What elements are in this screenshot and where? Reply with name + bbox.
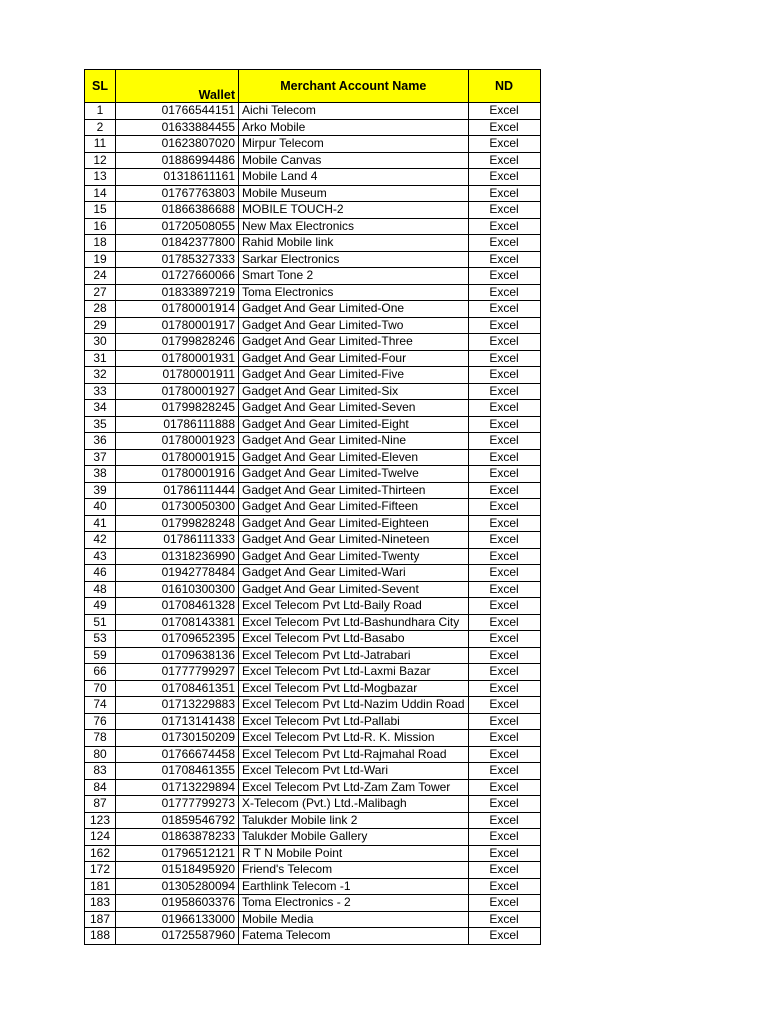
cell-wallet[interactable]: 01796512121 [116,845,239,862]
cell-nd[interactable]: Excel [468,185,540,202]
cell-wallet[interactable]: 01780001927 [116,383,239,400]
cell-nd[interactable]: Excel [468,878,540,895]
table-row [85,845,541,862]
cell-merchant-name[interactable]: Gadget And Gear Limited-Wari [239,565,469,582]
cell-nd[interactable]: Excel [468,334,540,351]
cell-merchant-name[interactable]: Talukder Mobile link 2 [239,812,469,829]
cell-nd[interactable]: Excel [468,730,540,747]
table-row [85,598,541,615]
cell-wallet[interactable]: 01633884455 [116,119,239,136]
cell-sl[interactable]: 124 [85,829,116,846]
table-row [85,565,541,582]
cell-wallet[interactable]: 01780001923 [116,433,239,450]
cell-sl[interactable]: 35 [85,416,116,433]
table-row [85,185,541,202]
cell-nd[interactable]: Excel [468,548,540,565]
cell-merchant-name[interactable]: Excel Telecom Pvt Ltd-Mogbazar [239,680,469,697]
cell-nd[interactable]: Excel [468,796,540,813]
cell-nd[interactable]: Excel [468,416,540,433]
table-row [85,680,541,697]
cell-nd[interactable]: Excel [468,911,540,928]
table-row [85,664,541,681]
cell-merchant-name[interactable]: Excel Telecom Pvt Ltd-Bashundhara City [239,614,469,631]
cell-wallet[interactable]: 01725587960 [116,928,239,945]
cell-merchant-name[interactable]: Gadget And Gear Limited-Eleven [239,449,469,466]
cell-sl[interactable]: 30 [85,334,116,351]
cell-merchant-name[interactable]: MOBILE TOUCH-2 [239,202,469,219]
cell-nd[interactable]: Excel [468,631,540,648]
cell-wallet[interactable]: 01623807020 [116,136,239,153]
table-row [85,119,541,136]
cell-merchant-name[interactable]: Gadget And Gear Limited-Three [239,334,469,351]
cell-merchant-name[interactable]: Aichi Telecom [239,103,469,120]
cell-wallet[interactable]: 01886994486 [116,152,239,169]
cell-merchant-name[interactable]: X-Telecom (Pvt.) Ltd.-Malibagh [239,796,469,813]
cell-merchant-name[interactable]: Excel Telecom Pvt Ltd-Basabo [239,631,469,648]
table-row [85,532,541,549]
cell-wallet[interactable]: 01767763803 [116,185,239,202]
cell-sl[interactable]: 49 [85,598,116,615]
cell-wallet[interactable]: 01713141438 [116,713,239,730]
table-row [85,334,541,351]
cell-sl[interactable]: 51 [85,614,116,631]
cell-merchant-name[interactable]: Arko Mobile [239,119,469,136]
table-row [85,301,541,318]
table-row [85,829,541,846]
cell-sl[interactable]: 2 [85,119,116,136]
cell-merchant-name[interactable]: R T N Mobile Point [239,845,469,862]
cell-nd[interactable]: Excel [468,829,540,846]
cell-nd[interactable]: Excel [468,433,540,450]
cell-nd[interactable]: Excel [468,367,540,384]
table-row [85,548,541,565]
cell-merchant-name[interactable]: Mobile Museum [239,185,469,202]
table-row [85,581,541,598]
cell-merchant-name[interactable]: Gadget And Gear Limited-Eighteen [239,515,469,532]
cell-wallet[interactable]: 01785327333 [116,251,239,268]
cell-nd[interactable]: Excel [468,746,540,763]
table-row [85,218,541,235]
table-row [85,433,541,450]
cell-nd[interactable]: Excel [468,103,540,120]
cell-wallet[interactable]: 01799828248 [116,515,239,532]
table-row [85,746,541,763]
cell-merchant-name[interactable]: Excel Telecom Pvt Ltd-Rajmahal Road [239,746,469,763]
cell-wallet[interactable]: 01777799273 [116,796,239,813]
cell-wallet[interactable]: 01610300300 [116,581,239,598]
table-row [85,400,541,417]
table-row [85,763,541,780]
table-row [85,928,541,945]
cell-nd[interactable]: Excel [468,202,540,219]
cell-merchant-name[interactable]: Excel Telecom Pvt Ltd-Baily Road [239,598,469,615]
cell-nd[interactable]: Excel [468,697,540,714]
cell-sl[interactable]: 32 [85,367,116,384]
cell-wallet[interactable]: 01780001911 [116,367,239,384]
cell-wallet[interactable]: 01780001916 [116,466,239,483]
cell-sl[interactable]: 59 [85,647,116,664]
cell-wallet[interactable]: 01966133000 [116,911,239,928]
cell-nd[interactable]: Excel [468,565,540,582]
cell-sl[interactable]: 27 [85,284,116,301]
cell-wallet[interactable]: 01777799297 [116,664,239,681]
cell-merchant-name[interactable]: Excel Telecom Pvt Ltd-Nazim Uddin Road [239,697,469,714]
cell-nd[interactable]: Excel [468,482,540,499]
cell-nd[interactable]: Excel [468,136,540,153]
cell-merchant-name[interactable]: Excel Telecom Pvt Ltd-Wari [239,763,469,780]
cell-sl[interactable]: 31 [85,350,116,367]
cell-sl[interactable]: 66 [85,664,116,681]
cell-sl[interactable]: 28 [85,301,116,318]
cell-sl[interactable]: 15 [85,202,116,219]
cell-wallet[interactable]: 01730150209 [116,730,239,747]
cell-nd[interactable]: Excel [468,680,540,697]
cell-nd[interactable]: Excel [468,895,540,912]
cell-merchant-name[interactable]: Rahid Mobile link [239,235,469,252]
cell-nd[interactable]: Excel [468,598,540,615]
table-row [85,515,541,532]
cell-sl[interactable]: 123 [85,812,116,829]
cell-sl[interactable]: 46 [85,565,116,582]
cell-wallet[interactable]: 01318236990 [116,548,239,565]
header-merchant-name[interactable]: Merchant Account Name [239,70,469,103]
cell-nd[interactable]: Excel [468,928,540,945]
cell-nd[interactable]: Excel [468,664,540,681]
cell-sl[interactable]: 162 [85,845,116,862]
cell-sl[interactable]: 181 [85,878,116,895]
table-row [85,614,541,631]
cell-merchant-name[interactable]: Mobile Canvas [239,152,469,169]
cell-wallet[interactable]: 01863878233 [116,829,239,846]
cell-sl[interactable]: 53 [85,631,116,648]
cell-nd[interactable]: Excel [468,515,540,532]
cell-nd[interactable]: Excel [468,383,540,400]
cell-sl[interactable]: 183 [85,895,116,912]
header-row [85,70,541,103]
cell-merchant-name[interactable]: Gadget And Gear Limited-Thirteen [239,482,469,499]
cell-sl[interactable]: 39 [85,482,116,499]
cell-wallet[interactable]: 01842377800 [116,235,239,252]
cell-nd[interactable]: Excel [468,169,540,186]
cell-nd[interactable]: Excel [468,763,540,780]
merchant-table [84,69,541,945]
cell-merchant-name[interactable]: Gadget And Gear Limited-Nine [239,433,469,450]
cell-sl[interactable]: 87 [85,796,116,813]
cell-sl[interactable]: 11 [85,136,116,153]
cell-merchant-name[interactable]: Excel Telecom Pvt Ltd-Jatrabari [239,647,469,664]
cell-merchant-name[interactable]: Excel Telecom Pvt Ltd-Laxmi Bazar [239,664,469,681]
cell-nd[interactable]: Excel [468,317,540,334]
cell-nd[interactable]: Excel [468,845,540,862]
cell-sl[interactable]: 24 [85,268,116,285]
cell-wallet[interactable]: 01833897219 [116,284,239,301]
cell-nd[interactable]: Excel [468,713,540,730]
table-row [85,796,541,813]
cell-merchant-name[interactable]: Fatema Telecom [239,928,469,945]
cell-merchant-name[interactable]: Gadget And Gear Limited-Sevent [239,581,469,598]
table-row [85,449,541,466]
cell-merchant-name[interactable]: Gadget And Gear Limited-Four [239,350,469,367]
cell-nd[interactable]: Excel [468,119,540,136]
cell-nd[interactable]: Excel [468,268,540,285]
cell-merchant-name[interactable]: Mirpur Telecom [239,136,469,153]
table-row [85,136,541,153]
cell-merchant-name[interactable]: Excel Telecom Pvt Ltd-Pallabi [239,713,469,730]
cell-nd[interactable]: Excel [468,350,540,367]
cell-merchant-name[interactable]: Friend's Telecom [239,862,469,879]
cell-nd[interactable]: Excel [468,235,540,252]
cell-merchant-name[interactable]: Mobile Land 4 [239,169,469,186]
cell-nd[interactable]: Excel [468,218,540,235]
table-row [85,697,541,714]
table-row [85,499,541,516]
cell-nd[interactable]: Excel [468,449,540,466]
cell-wallet[interactable]: 01766674458 [116,746,239,763]
table-row [85,466,541,483]
cell-sl[interactable]: 78 [85,730,116,747]
cell-wallet[interactable]: 01766544151 [116,103,239,120]
cell-sl[interactable]: 1 [85,103,116,120]
cell-wallet[interactable]: 01720508055 [116,218,239,235]
cell-wallet[interactable]: 01866386688 [116,202,239,219]
cell-wallet[interactable]: 01713229883 [116,697,239,714]
cell-wallet[interactable]: 01318611161 [116,169,239,186]
table-row [85,317,541,334]
cell-wallet[interactable]: 01708461351 [116,680,239,697]
cell-nd[interactable]: Excel [468,532,540,549]
cell-sl[interactable]: 187 [85,911,116,928]
header-sl[interactable]: SL [85,70,116,103]
cell-wallet[interactable]: 01518495920 [116,862,239,879]
table-row [85,416,541,433]
cell-merchant-name[interactable]: Gadget And Gear Limited-Seven [239,400,469,417]
cell-merchant-name[interactable]: Earthlink Telecom -1 [239,878,469,895]
cell-nd[interactable]: Excel [468,251,540,268]
table-row [85,251,541,268]
cell-merchant-name[interactable]: New Max Electronics [239,218,469,235]
cell-nd[interactable]: Excel [468,284,540,301]
cell-sl[interactable]: 18 [85,235,116,252]
cell-merchant-name[interactable]: Talukder Mobile Gallery [239,829,469,846]
header-wallet[interactable]: Wallet [116,70,239,103]
cell-wallet[interactable]: 01730050300 [116,499,239,516]
cell-sl[interactable]: 80 [85,746,116,763]
cell-merchant-name[interactable]: Gadget And Gear Limited-Nineteen [239,532,469,549]
cell-sl[interactable]: 74 [85,697,116,714]
cell-merchant-name[interactable]: Gadget And Gear Limited-Five [239,367,469,384]
cell-sl[interactable]: 83 [85,763,116,780]
cell-sl[interactable]: 43 [85,548,116,565]
cell-wallet[interactable]: 01708461355 [116,763,239,780]
cell-sl[interactable]: 188 [85,928,116,945]
table-row [85,911,541,928]
cell-merchant-name[interactable]: Gadget And Gear Limited-Twenty [239,548,469,565]
header-nd[interactable]: ND [468,70,540,103]
cell-nd[interactable]: Excel [468,466,540,483]
cell-nd[interactable]: Excel [468,647,540,664]
cell-sl[interactable]: 41 [85,515,116,532]
cell-wallet[interactable]: 01727660066 [116,268,239,285]
table-row [85,383,541,400]
table-body [85,103,541,945]
cell-sl[interactable]: 172 [85,862,116,879]
cell-sl[interactable]: 84 [85,779,116,796]
cell-nd[interactable]: Excel [468,301,540,318]
cell-wallet[interactable]: 01799828246 [116,334,239,351]
cell-nd[interactable]: Excel [468,862,540,879]
cell-sl[interactable]: 13 [85,169,116,186]
table-row [85,152,541,169]
cell-merchant-name[interactable]: Mobile Media [239,911,469,928]
cell-sl[interactable]: 14 [85,185,116,202]
cell-sl[interactable]: 12 [85,152,116,169]
table-row [85,862,541,879]
cell-wallet[interactable]: 01780001917 [116,317,239,334]
cell-wallet[interactable]: 01780001931 [116,350,239,367]
cell-merchant-name[interactable]: Sarkar Electronics [239,251,469,268]
cell-sl[interactable]: 48 [85,581,116,598]
cell-merchant-name[interactable]: Toma Electronics [239,284,469,301]
table-row [85,202,541,219]
cell-wallet[interactable]: 01786111333 [116,532,239,549]
table-row [85,235,541,252]
cell-wallet[interactable]: 01799828245 [116,400,239,417]
cell-wallet[interactable]: 01713229894 [116,779,239,796]
table-row [85,367,541,384]
table-row [85,169,541,186]
cell-sl[interactable]: 70 [85,680,116,697]
cell-wallet[interactable]: 01708143381 [116,614,239,631]
cell-sl[interactable]: 33 [85,383,116,400]
cell-wallet[interactable]: 01786111444 [116,482,239,499]
cell-wallet[interactable]: 01780001915 [116,449,239,466]
cell-sl[interactable]: 36 [85,433,116,450]
table-row [85,779,541,796]
table-row [85,878,541,895]
cell-sl[interactable]: 42 [85,532,116,549]
cell-merchant-name[interactable]: Gadget And Gear Limited-Twelve [239,466,469,483]
cell-nd[interactable]: Excel [468,581,540,598]
cell-sl[interactable]: 40 [85,499,116,516]
cell-sl[interactable]: 37 [85,449,116,466]
cell-sl[interactable]: 38 [85,466,116,483]
cell-wallet[interactable]: 01709638136 [116,647,239,664]
cell-merchant-name[interactable]: Excel Telecom Pvt Ltd-Zam Zam Tower [239,779,469,796]
table-row [85,730,541,747]
cell-merchant-name[interactable]: Gadget And Gear Limited-Six [239,383,469,400]
table-row [85,812,541,829]
table-row [85,647,541,664]
cell-wallet[interactable]: 01859546792 [116,812,239,829]
cell-merchant-name[interactable]: Excel Telecom Pvt Ltd-R. K. Mission [239,730,469,747]
cell-wallet[interactable]: 01942778484 [116,565,239,582]
cell-nd[interactable]: Excel [468,779,540,796]
cell-wallet[interactable]: 01305280094 [116,878,239,895]
table-row [85,350,541,367]
cell-wallet[interactable]: 01709652395 [116,631,239,648]
table-row [85,713,541,730]
cell-merchant-name[interactable]: Gadget And Gear Limited-One [239,301,469,318]
cell-nd[interactable]: Excel [468,614,540,631]
cell-nd[interactable]: Excel [468,400,540,417]
table-row [85,895,541,912]
table-row [85,268,541,285]
cell-sl[interactable]: 76 [85,713,116,730]
cell-merchant-name[interactable]: Gadget And Gear Limited-Two [239,317,469,334]
cell-wallet[interactable]: 01780001914 [116,301,239,318]
table-row [85,482,541,499]
table-row [85,631,541,648]
cell-wallet[interactable]: 01708461328 [116,598,239,615]
cell-merchant-name[interactable]: Toma Electronics - 2 [239,895,469,912]
cell-sl[interactable]: 16 [85,218,116,235]
cell-merchant-name[interactable]: Gadget And Gear Limited-Eight [239,416,469,433]
cell-nd[interactable]: Excel [468,152,540,169]
cell-sl[interactable]: 34 [85,400,116,417]
cell-merchant-name[interactable]: Gadget And Gear Limited-Fifteen [239,499,469,516]
cell-wallet[interactable]: 01958603376 [116,895,239,912]
table-row [85,284,541,301]
cell-sl[interactable]: 29 [85,317,116,334]
cell-merchant-name[interactable]: Smart Tone 2 [239,268,469,285]
cell-wallet[interactable]: 01786111888 [116,416,239,433]
cell-nd[interactable]: Excel [468,812,540,829]
cell-nd[interactable]: Excel [468,499,540,516]
cell-sl[interactable]: 19 [85,251,116,268]
table-row [85,103,541,120]
